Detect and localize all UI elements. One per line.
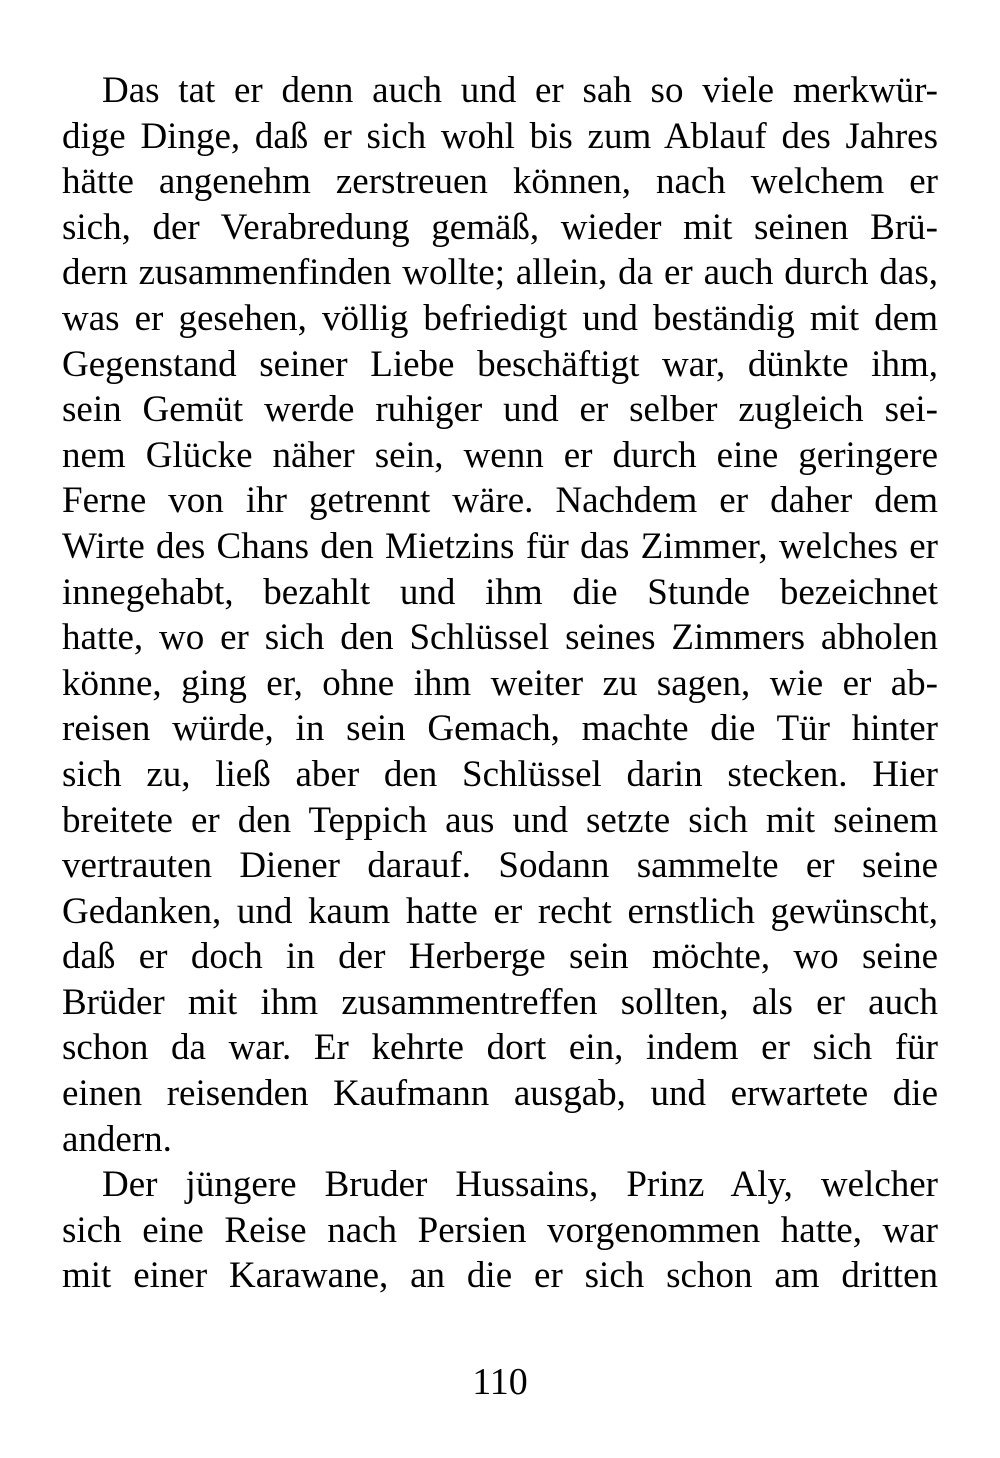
page-number: 110 (472, 1361, 528, 1403)
paragraph-2-line-1: Der jüngere Bruder Hussains, Prinz Aly, welcher (102, 1164, 938, 1206)
paragraph-1-line-24: andern. (62, 1118, 172, 1160)
paragraph-1-line-17: breitete er den Teppich aus und setzte sich mit seinem (62, 799, 938, 841)
paragraph-1-line-3: hätte angenehm zerstreuen können, nach welchem er (62, 161, 938, 203)
paragraph-1-line-6: was er gesehen, völlig befriedigt und beständig mit dem (62, 297, 938, 339)
paragraph-1-line-9: nem Glücke näher sein, wenn er durch eine geringere (62, 434, 938, 476)
paragraph-1-line-15: reisen würde, in sein Gemach, machte die Tür hinter (62, 708, 938, 750)
paragraph-2-line-3: mit einer Karawane, an die er sich schon am dritten (62, 1255, 938, 1297)
paragraph-1-line-21: Brüder mit ihm zusammentreffen sollten, als er auch (62, 981, 938, 1023)
paragraph-1-line-18: vertrauten Diener darauf. Sodann sammelte er seine (62, 845, 938, 887)
paragraph-2-line-2: sich eine Reise nach Persien vorgenommen hatte, war (62, 1209, 938, 1251)
paragraph-1-line-13: hatte, wo er sich den Schlüssel seines Zimmers abholen (62, 617, 938, 659)
paragraph-1-line-7: Gegenstand seiner Liebe beschäftigt war, dünkte ihm, (62, 343, 938, 385)
paragraph-1-line-19: Gedanken, und kaum hatte er recht ernstlich gewünscht, (62, 890, 938, 932)
paragraph-1-line-8: sein Gemüt werde ruhiger und er selber zugleich sei- (62, 389, 938, 431)
paragraph-1-line-11: Wirte des Chans den Mietzins für das Zimmer, welches er (62, 525, 938, 567)
paragraph-1-line-20: daß er doch in der Herberge sein möchte, wo seine (62, 936, 938, 978)
paragraph-1-line-10: Ferne von ihr getrennt wäre. Nachdem er daher dem (62, 480, 938, 522)
paragraph-1-line-2: dige Dinge, daß er sich wohl bis zum Ablauf des Jahres (62, 115, 938, 157)
page-body (62, 68, 938, 1299)
paragraph-1-line-16: sich zu, ließ aber den Schlüssel darin stecken. Hier (62, 753, 938, 795)
paragraph-1-line-12: innegehabt, bezahlt und ihm die Stunde bezeichnet (62, 571, 938, 613)
text-block (62, 68, 938, 1299)
paragraph-1-line-14: könne, ging er, ohne ihm weiter zu sagen, wie er ab- (62, 662, 938, 704)
paragraph-1-line-23: einen reisenden Kaufmann ausgab, und erwartete die (62, 1073, 938, 1115)
paragraph-1-line-4: sich, der Verabredung gemäß, wieder mit seinen Brü- (62, 206, 938, 248)
paragraph-1-line-22: schon da war. Er kehrte dort ein, indem er sich für (62, 1027, 938, 1069)
paragraph-1-line-5: dern zusammenfinden wollte; allein, da er auch durch das, (62, 252, 938, 294)
paragraph-1-line-1: Das tat er denn auch und er sah so viele merkwür- (102, 70, 938, 111)
